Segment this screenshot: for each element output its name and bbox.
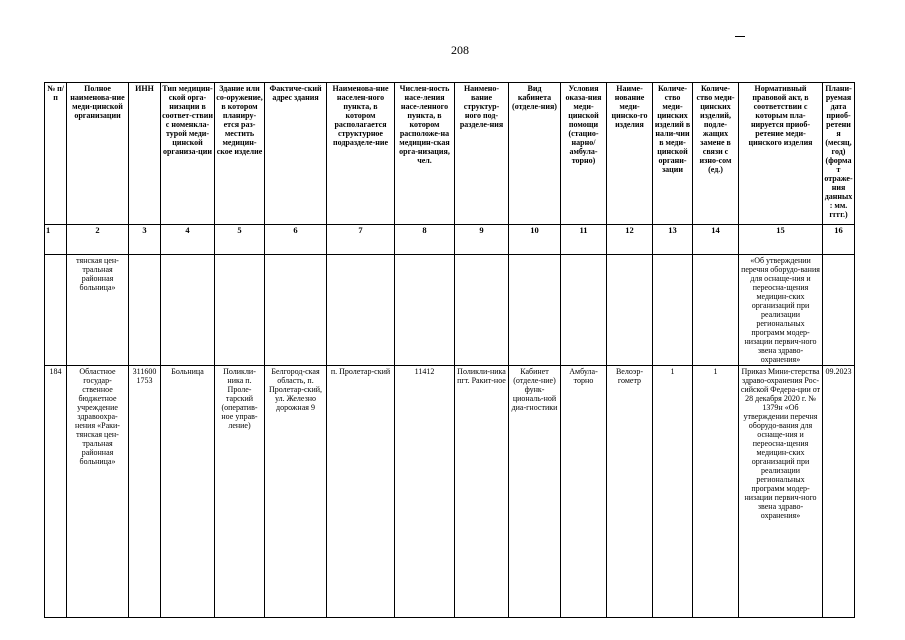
column-number: 10	[509, 225, 561, 255]
cell-building: Поликли-ника п. Проле-тарский (оператив-ное управ-ление)	[215, 366, 265, 618]
column-number: 13	[653, 225, 693, 255]
cell-address: Белгород-ская область, п. Пролетар-ский, ул. Железно дорожная 9	[265, 366, 327, 618]
header-type: Тип медицин-ской орга-низации в соответ-ствии с номенкла-турой меди-цинской организа-ции	[161, 83, 215, 225]
page-number: 208	[451, 43, 469, 57]
column-number: 4	[161, 225, 215, 255]
column-number: 7	[327, 225, 395, 255]
header-cabinet: Вид кабинета (отделе-ния)	[509, 83, 561, 225]
cell-cabinet	[509, 255, 561, 366]
cell-cabinet: Кабинет (отделе-ние) функ-циональ-ной диа-гностики	[509, 366, 561, 618]
column-number: 8	[395, 225, 455, 255]
cell-type: Больница	[161, 366, 215, 618]
header-qty-replace: Количе-ство меди-цинских изделий, подле-жащих замене в связи с изно-сом (ед.)	[693, 83, 739, 225]
continued-row	[45, 255, 855, 366]
header-inn: ИНН	[129, 83, 161, 225]
header-address: Фактиче-ский адрес здания	[265, 83, 327, 225]
cell-subdivision: Поликли-ника пгт. Ракит-ное	[455, 366, 509, 618]
cell-inn	[129, 255, 161, 366]
cell-act: «Об утверждении перечня оборудо-вания для оснаще-ния и переосна-щения медицин-ских организаций при реализации региональных программ модер-низации первич-ного звена здраво-охранения»	[739, 255, 823, 366]
header-row	[45, 83, 855, 225]
column-number: 2	[67, 225, 129, 255]
equipment-register-table	[44, 82, 855, 618]
column-number: 11	[561, 225, 607, 255]
cell-conditions	[561, 255, 607, 366]
cell-num: 184	[45, 366, 67, 618]
header-subdivision: Наимено-вание структур-ного под-разделе-ния	[455, 83, 509, 225]
column-number: 16	[823, 225, 855, 255]
cell-inn: 311600 1753	[129, 366, 161, 618]
cell-conditions: Амбула-торно	[561, 366, 607, 618]
header-settlement: Наименова-ние населен-ного пункта, в котором располагается структурное подразделе-ние	[327, 83, 395, 225]
header-qty-available: Количе-ство меди-цинских изделий в нали-чии в меди-цинской органи-зации	[653, 83, 693, 225]
cell-device: Велоэр-гометр	[607, 366, 653, 618]
cell-settlement	[327, 255, 395, 366]
cell-population	[395, 255, 455, 366]
header-act: Нормативный правовой акт, в соответствии с которым пла-нируется приоб-ретение меди-цинского изделия	[739, 83, 823, 225]
column-number: 9	[455, 225, 509, 255]
cell-settlement: п. Пролетар-ский	[327, 366, 395, 618]
cell-type	[161, 255, 215, 366]
column-number: 3	[129, 225, 161, 255]
cell-qty-replace: 1	[693, 366, 739, 618]
cell-org: Областное государ-ственное бюджетное учреждение здравоохра-нения «Раки-тянская цен-тральная районная больница»	[67, 366, 129, 618]
column-number-row	[45, 225, 855, 255]
cell-date: 09.2023	[823, 366, 855, 618]
table-row	[45, 366, 855, 618]
header-dash-mark	[735, 36, 745, 37]
cell-device	[607, 255, 653, 366]
column-number: 6	[265, 225, 327, 255]
header-conditions: Условия оказа-ния меди-цинской помощи (стацио-нарно/ амбула-торно)	[561, 83, 607, 225]
cell-qty-available	[653, 255, 693, 366]
column-number: 5	[215, 225, 265, 255]
column-number: 1	[45, 225, 67, 255]
header-device: Наиме-нование меди-цинско-го изделия	[607, 83, 653, 225]
cell-qty-available: 1	[653, 366, 693, 618]
cell-qty-replace	[693, 255, 739, 366]
cell-org: тянская цен-тральная районная больница»	[67, 255, 129, 366]
cell-population: 11412	[395, 366, 455, 618]
cell-subdivision	[455, 255, 509, 366]
column-number: 12	[607, 225, 653, 255]
header-date: Плани-руемая дата приоб-ретения (месяц, год) (формат отраже-ния данных: мм. гггг.)	[823, 83, 855, 225]
cell-act: Приказ Мини-стерства здраво-охранения Рос-сийской Федера-ции от 28 декабря 2020 г. № 1379н «Об утверждении перечня оборудо-вания для оснаще-ния и переосна-щения медицин-ских организаций при реализации региональных программ модер-низации первич-ного звена здраво-охранения»	[739, 366, 823, 618]
header-population: Числен-ность насе-ления насе-ленного пункта, в котором расположе-на медицин-ская орга-низация, чел.	[395, 83, 455, 225]
header-building: Здание или со-оружение, в котором планиру-ется раз-местить медицин-ское изделие	[215, 83, 265, 225]
column-number: 15	[739, 225, 823, 255]
header-num: № п/п	[45, 83, 67, 225]
cell-num	[45, 255, 67, 366]
cell-date	[823, 255, 855, 366]
column-number: 14	[693, 225, 739, 255]
cell-building	[215, 255, 265, 366]
header-org: Полное наименова-ние меди-цинской организации	[67, 83, 129, 225]
cell-address	[265, 255, 327, 366]
